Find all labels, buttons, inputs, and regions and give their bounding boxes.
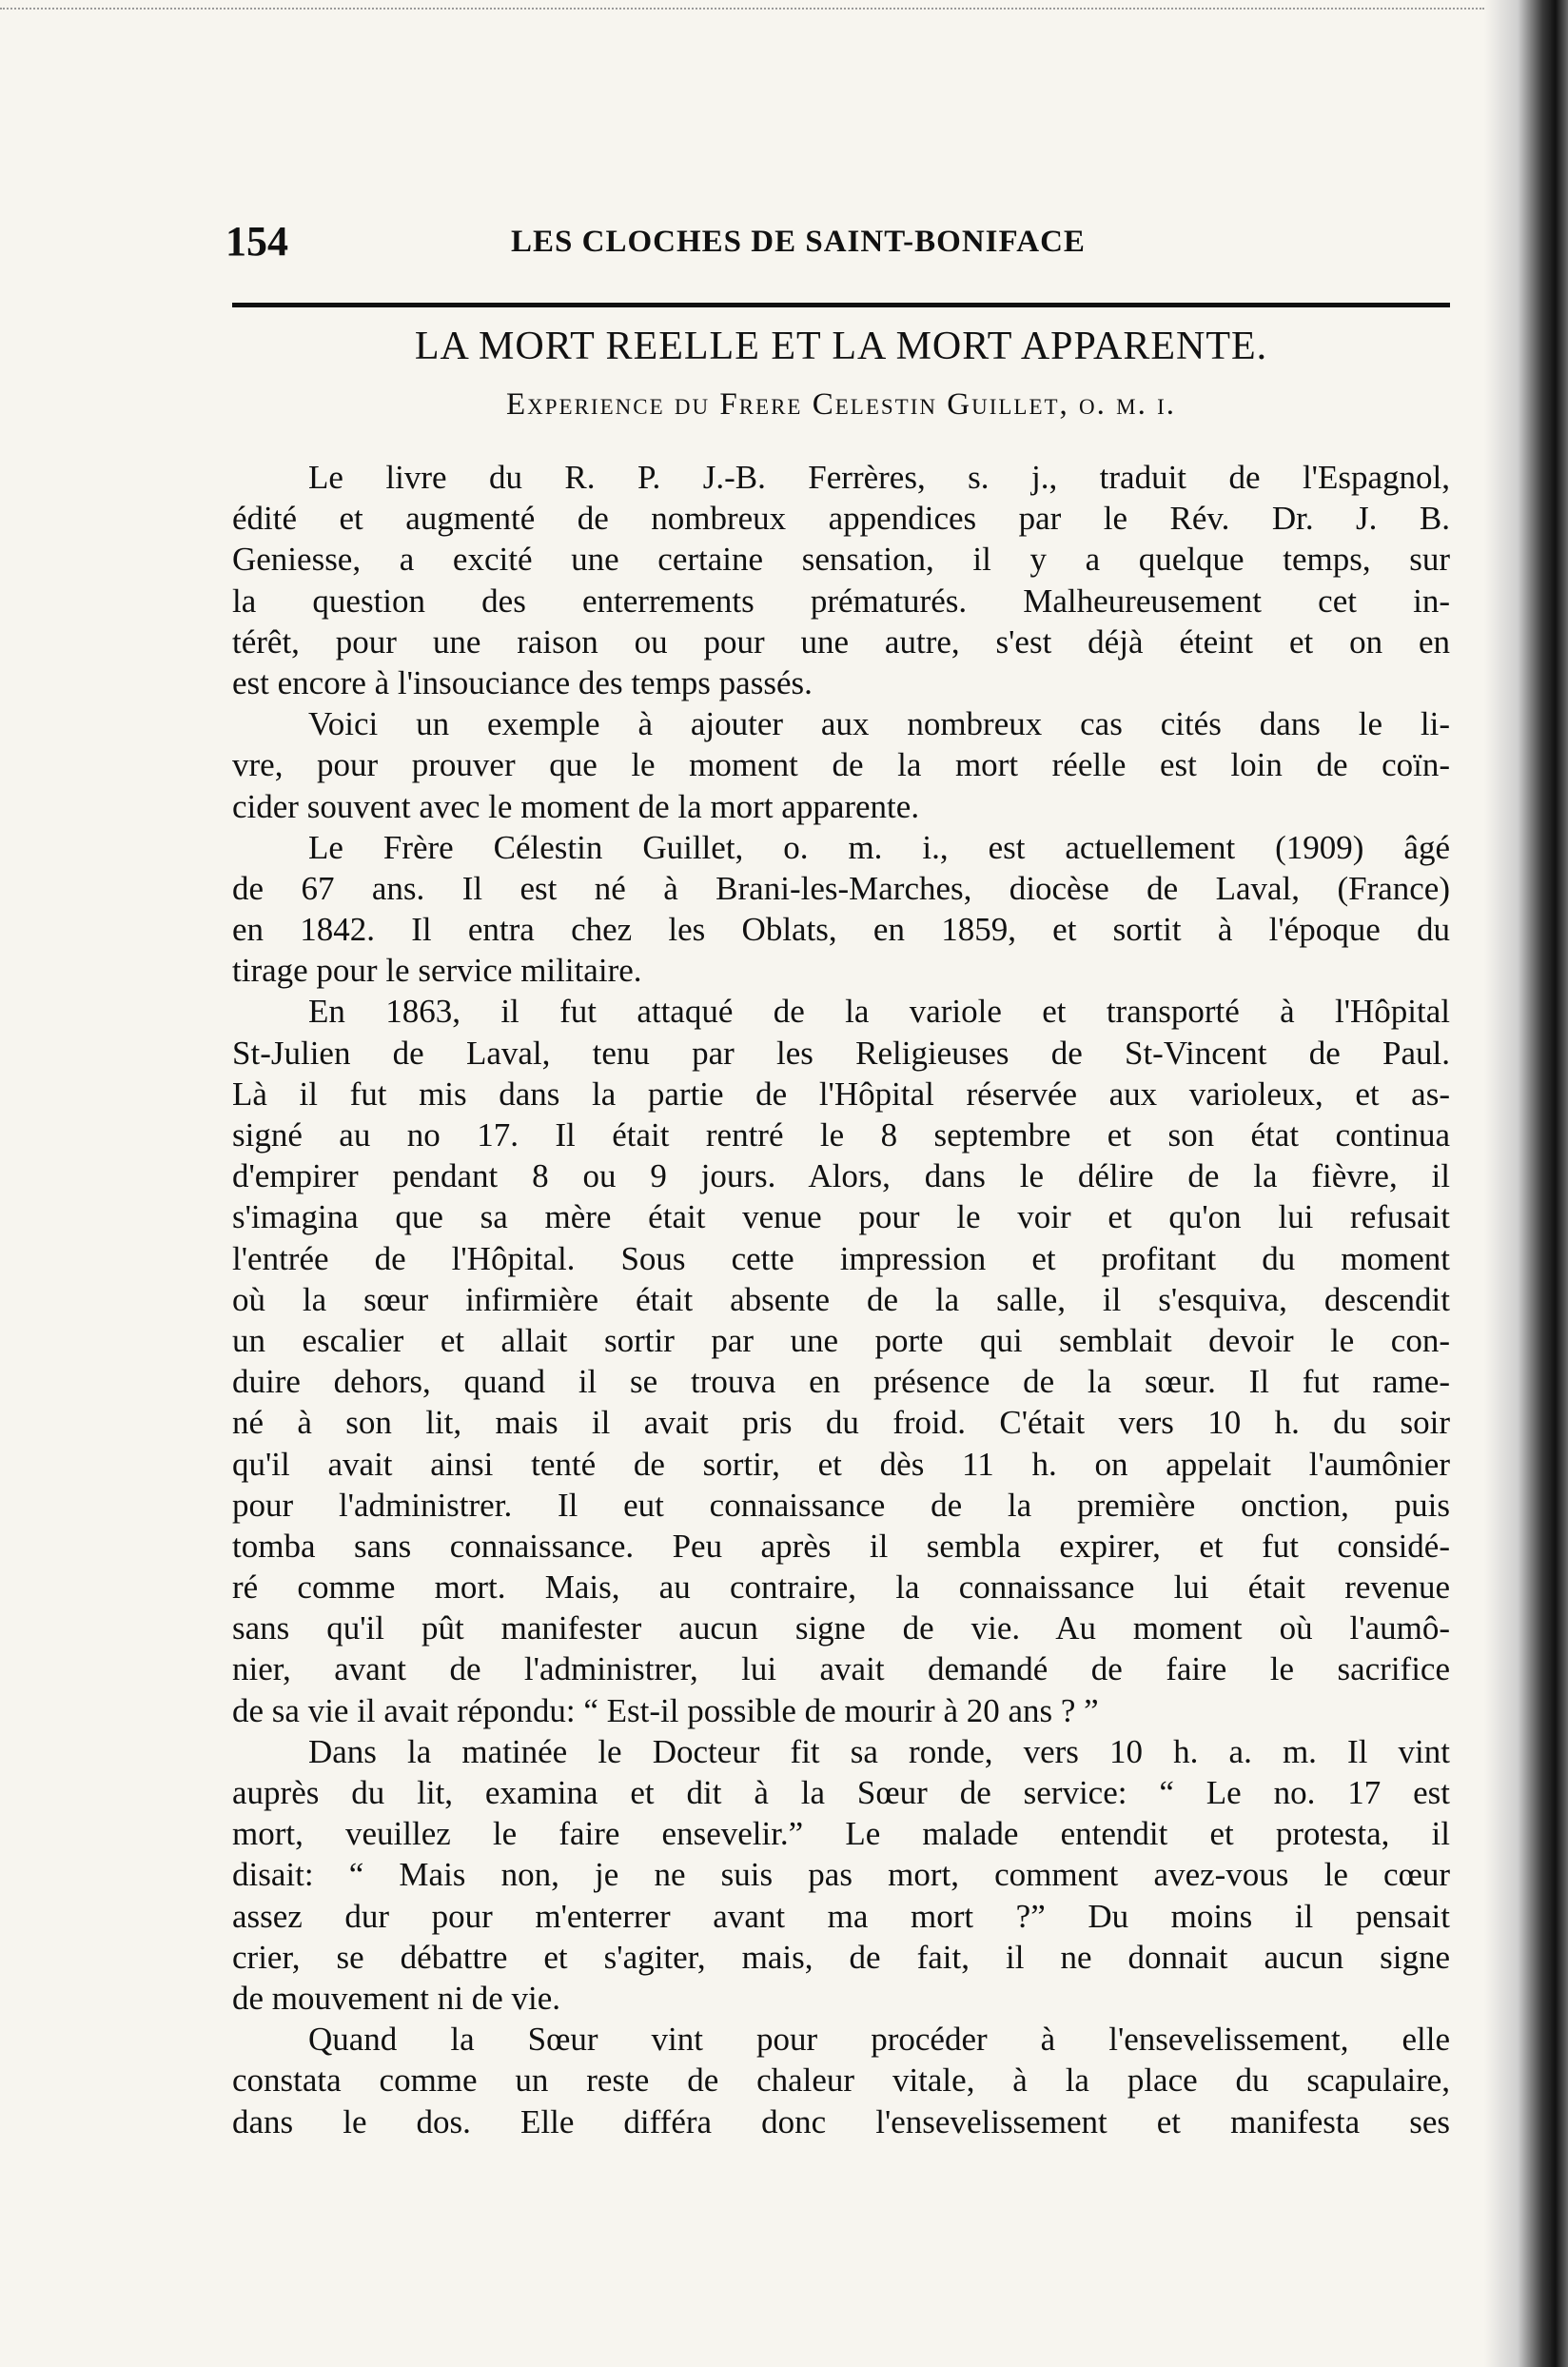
text-line: nier, avant de l'administrer, lui avait demandé de faire le sacrifice: [232, 1650, 1450, 1688]
text-line: un escalier et allait sortir par une porte qui semblait devoir le con-: [232, 1321, 1450, 1359]
article-body: [232, 457, 1450, 2142]
text-line: l'entrée de l'Hôpital. Sous cette impression et profitant du moment: [232, 1239, 1450, 1277]
text-line: de sa vie il avait répondu: “ Est-il possible de mourir à 20 ans ? ”: [232, 1691, 1099, 1729]
text-line: ré comme mort. Mais, au contraire, la connaissance lui était revenue: [232, 1568, 1450, 1607]
text-line: Voici un exemple à ajouter aux nombreux cas cités dans le li-: [308, 705, 1450, 743]
text-line: cider souvent avec le moment de la mort apparente.: [232, 787, 920, 825]
paragraph: [232, 1731, 1450, 2019]
text-line: tirage pour le service militaire.: [232, 952, 642, 990]
text-line: Là il fut mis dans la partie de l'Hôpital réservée aux varioleux, et as-: [232, 1075, 1450, 1113]
text-line: Le Frère Célestin Guillet, o. m. i., est actuellement (1909) âgé: [308, 828, 1450, 866]
text-line: dans le dos. Elle différa donc l'ensevelissement et manifesta ses: [232, 2102, 1450, 2140]
text-line: la question des enterrements prématurés. Malheureusement cet in-: [232, 582, 1450, 620]
text-line: édité et augmenté de nombreux appendices par le Rév. Dr. J. B.: [232, 500, 1450, 538]
article-title: LA MORT REELLE ET LA MORT APPARENTE.: [414, 325, 1268, 368]
text-line: d'empirer pendant 8 ou 9 jours. Alors, dans le délire de la fièvre, il: [232, 1157, 1450, 1195]
text-line: St-Julien de Laval, tenu par les Religieuses de St-Vincent de Paul.: [232, 1034, 1450, 1072]
paragraph: [232, 703, 1450, 827]
text-line: de 67 ans. Il est né à Brani-les-Marches, diocèse de Laval, (France): [232, 869, 1450, 907]
text-line: s'imagina que sa mère était venue pour le voir et qu'on lui refusait: [232, 1198, 1450, 1236]
running-head: LES CLOCHES DE SAINT-BONIFACE: [511, 225, 1086, 259]
page-top-edge: [0, 0, 1484, 10]
text-line: Dans la matinée le Docteur fit sa ronde, vers 10 h. a. m. Il vint: [308, 1732, 1450, 1770]
text-line: qu'il avait ainsi tenté de sortir, et dès 11 h. on appelait l'aumônier: [232, 1445, 1450, 1483]
text-line: auprès du lit, examina et dit à la Sœur de service: “ Le no. 17 est: [232, 1774, 1450, 1811]
text-line: Quand la Sœur vint pour procéder à l'ensevelissement, elle: [308, 2021, 1450, 2059]
book-binding-shadow: [1484, 0, 1568, 2367]
text-line: en 1842. Il entra chez les Oblats, en 1859, et sortit à l'époque du: [232, 911, 1450, 949]
text-line: pour l'administrer. Il eut connaissance de la première onction, puis: [232, 1486, 1450, 1524]
page-number: 154: [225, 218, 288, 265]
text-line: duire dehors, quand il se trouva en présence de la sœur. Il fut rame-: [232, 1363, 1450, 1401]
text-line: vre, pour prouver que le moment de la mort réelle est loin de coïn-: [232, 746, 1450, 784]
paragraph: [232, 991, 1450, 1730]
page-header: [225, 217, 1450, 274]
text-line: assez dur pour m'enterrer avant ma mort ?” Du moins il pensait: [232, 1897, 1450, 1935]
text-line: crier, se débattre et s'agiter, mais, de fait, il ne donnait aucun signe: [232, 1938, 1450, 1976]
text-line: tomba sans connaissance. Peu après il sembla expirer, et fut considé-: [232, 1527, 1450, 1565]
text-line: où la sœur infirmière était absente de la salle, il s'esquiva, descendit: [232, 1280, 1450, 1318]
article-subtitle: Experience du Frere Celestin Guillet, o. m. i.: [505, 387, 1177, 422]
text-line: disait: “ Mais non, je ne suis pas mort, comment avez-vous le cœur: [232, 1856, 1450, 1894]
text-line: né à son lit, mais il avait pris du froid. C'était vers 10 h. du soir: [232, 1404, 1450, 1442]
paragraph: [232, 2019, 1450, 2142]
text-line: En 1863, il fut attaqué de la variole et transporté à l'Hôpital: [308, 993, 1450, 1031]
text-line: sans qu'il pût manifester aucun signe de vie. Au moment où l'aumô-: [232, 1609, 1450, 1647]
text-line: de mouvement ni de vie.: [232, 1979, 561, 2017]
paragraph: [232, 827, 1450, 992]
header-rule: [232, 303, 1450, 307]
paragraph: [232, 457, 1450, 703]
text-line: Geniesse, a excité une certaine sensation, il y a quelque temps, sur: [232, 541, 1450, 579]
text-line: mort, veuillez le faire ensevelir.” Le malade entendit et protesta, il: [232, 1815, 1450, 1853]
text-line: térêt, pour une raison ou pour une autre, s'est déjà éteint et on en: [232, 622, 1450, 661]
text-line: signé au no 17. Il était rentré le 8 septembre et son état continua: [232, 1116, 1450, 1154]
text-line: Le livre du R. P. J.-B. Ferrères, s. j., traduit de l'Espagnol,: [308, 459, 1450, 496]
text-line: constata comme un reste de chaleur vitale, à la place du scapulaire,: [232, 2061, 1450, 2100]
text-line: est encore à l'insouciance des temps passés.: [232, 663, 813, 701]
